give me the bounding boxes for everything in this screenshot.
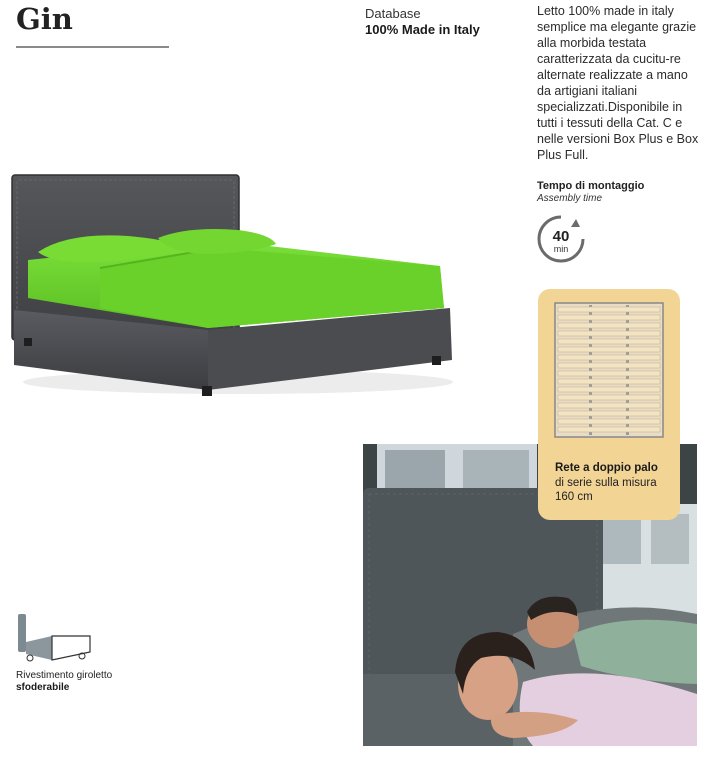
assembly-title: Tempo di montaggio: [537, 180, 645, 192]
assembly-unit: min: [553, 244, 569, 254]
slat-base-title: Rete a doppio palo: [555, 462, 658, 474]
database-label: Database: [365, 6, 421, 21]
slat-base-text: di serie sulla misura 160 cm: [555, 477, 657, 503]
page-title: Gin: [16, 2, 73, 36]
database-value: 100% Made in Italy: [365, 22, 480, 37]
assembly-subtitle: Assembly time: [537, 193, 603, 204]
cover-label: Rivestimento giroletto: [16, 670, 113, 681]
slat-base-image: [554, 302, 664, 438]
bed-frame-cover-icon: [16, 612, 94, 664]
bed-image: [8, 170, 456, 400]
cover-value: sfoderabile: [16, 682, 70, 693]
title-divider: [16, 46, 169, 48]
assembly-minutes: 40: [552, 228, 570, 245]
product-description: Letto 100% made in italy semplice ma elegante grazie alla morbida testata caratterizzata da cucitu-re alternate realizzate a mano da artigiani italiani specializzati.Disponibile in tutti i tessuti della Cat. C e nelle versioni Box Plus e Box Plus Full.: [537, 4, 699, 162]
timer-icon: [536, 214, 586, 264]
